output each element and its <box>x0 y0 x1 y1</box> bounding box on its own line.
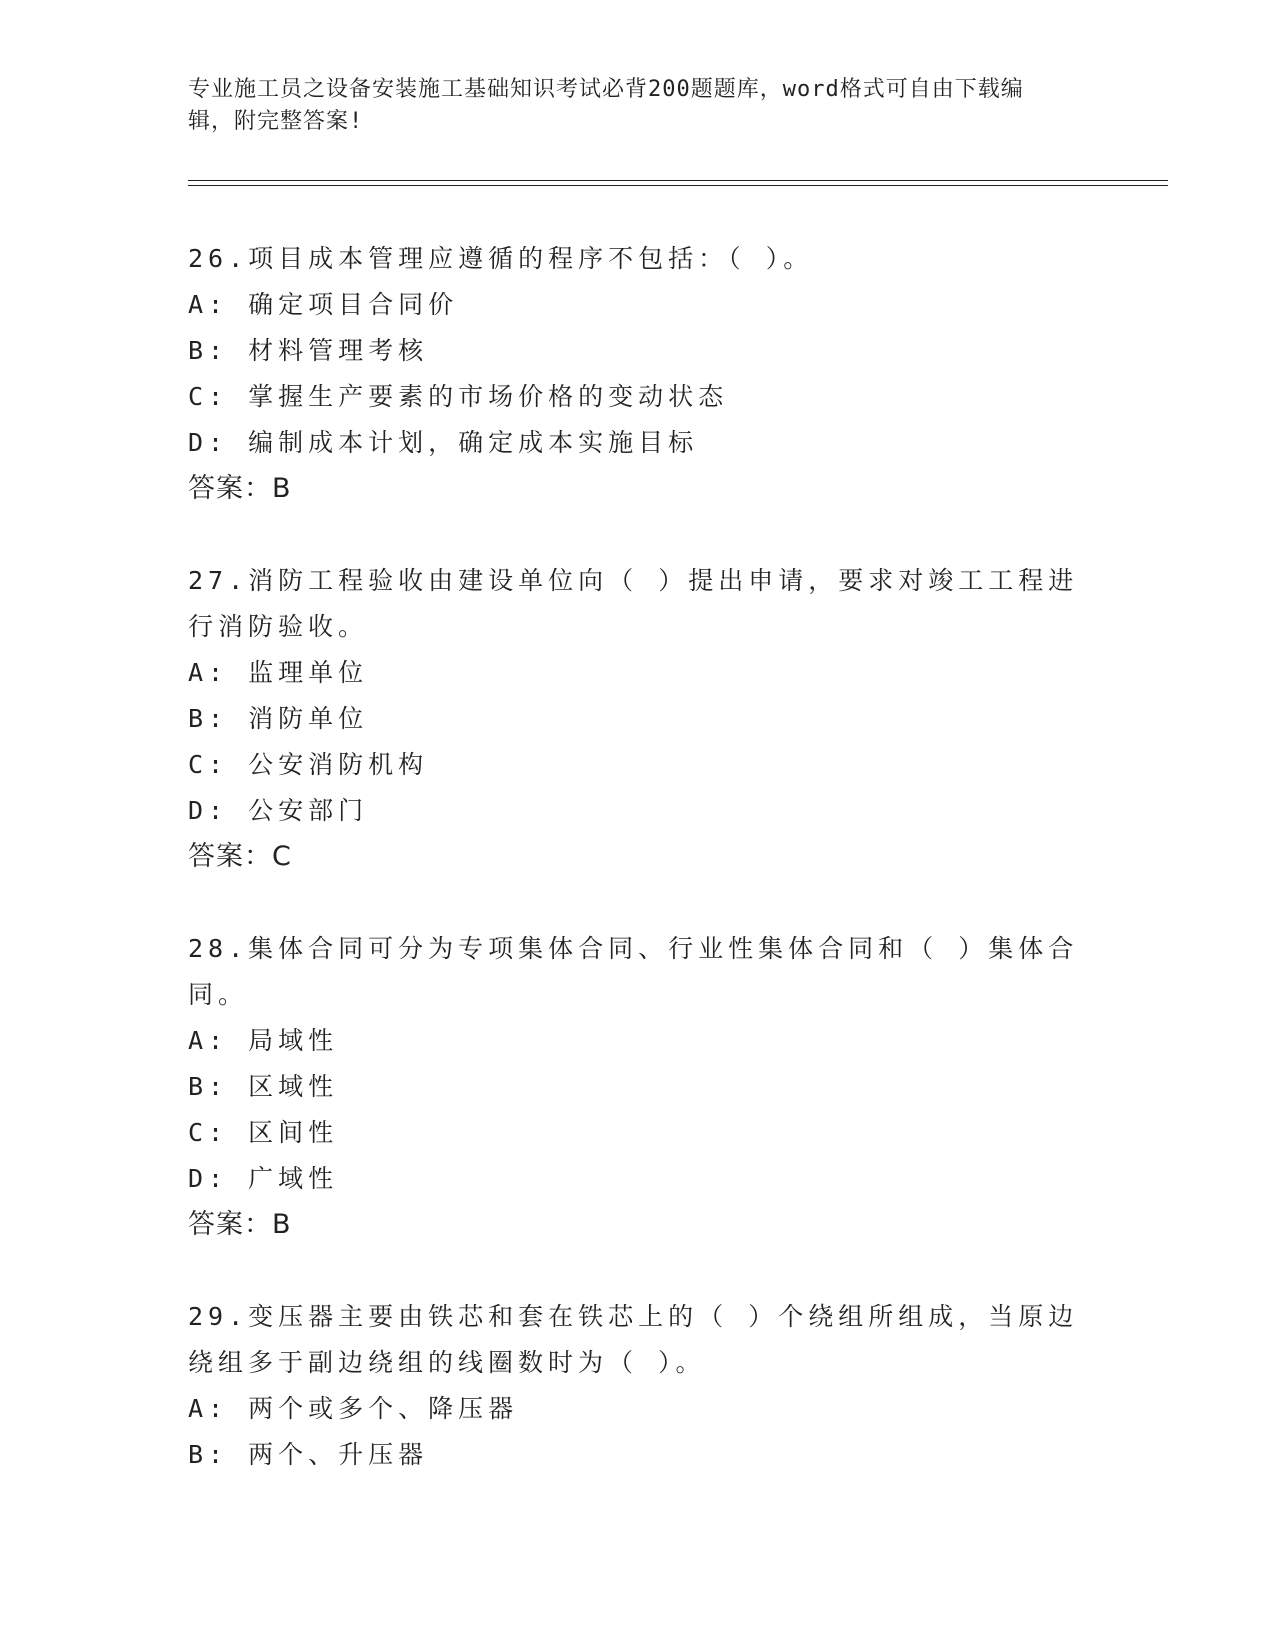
option-d: D: 广域性 <box>188 1164 339 1193</box>
option-a: A: 局域性 <box>188 1026 339 1055</box>
option-d: D: 公安部门 <box>188 796 369 825</box>
question-list <box>188 236 1088 1524</box>
question-stem: 27.消防工程验收由建设单位向（ ）提出申请，要求对竣工工程进行消防验收。 <box>188 566 1079 641</box>
question-stem: 29.变压器主要由铁芯和套在铁芯上的（ ）个绕组所组成，当原边绕组多于副边绕组的线圈数时为（ ）。 <box>188 1302 1079 1377</box>
option-c: C: 区间性 <box>188 1118 339 1147</box>
option-b: B: 消防单位 <box>188 704 369 733</box>
question-29 <box>188 1294 1088 1478</box>
answer-label: 答案：B <box>188 473 292 504</box>
question-27 <box>188 558 1088 880</box>
option-c: C: 掌握生产要素的市场价格的变动状态 <box>188 382 729 411</box>
option-a: A: 监理单位 <box>188 658 369 687</box>
header-rule-bottom <box>188 185 1168 186</box>
header-rule-top <box>188 180 1168 181</box>
option-c: C: 公安消防机构 <box>188 750 429 779</box>
option-d: D: 编制成本计划，确定成本实施目标 <box>188 428 699 457</box>
document-header: 专业施工员之设备安装施工基础知识考试必背200题题库，word格式可自由下载编辑，附完整答案! <box>188 77 1024 134</box>
question-stem: 26.项目成本管理应遵循的程序不包括：（ ）。 <box>188 244 814 273</box>
option-a: A: 两个或多个、降压器 <box>188 1394 519 1423</box>
answer-label: 答案：C <box>188 841 292 872</box>
answer-label: 答案：B <box>188 1209 292 1240</box>
option-b: B: 两个、升压器 <box>188 1440 429 1469</box>
option-b: B: 材料管理考核 <box>188 336 429 365</box>
question-stem: 28.集体合同可分为专项集体合同、行业性集体合同和（ ）集体合同。 <box>188 934 1079 1009</box>
question-26 <box>188 236 1088 512</box>
question-28 <box>188 926 1088 1248</box>
option-a: A: 确定项目合同价 <box>188 290 459 319</box>
option-b: B: 区域性 <box>188 1072 339 1101</box>
